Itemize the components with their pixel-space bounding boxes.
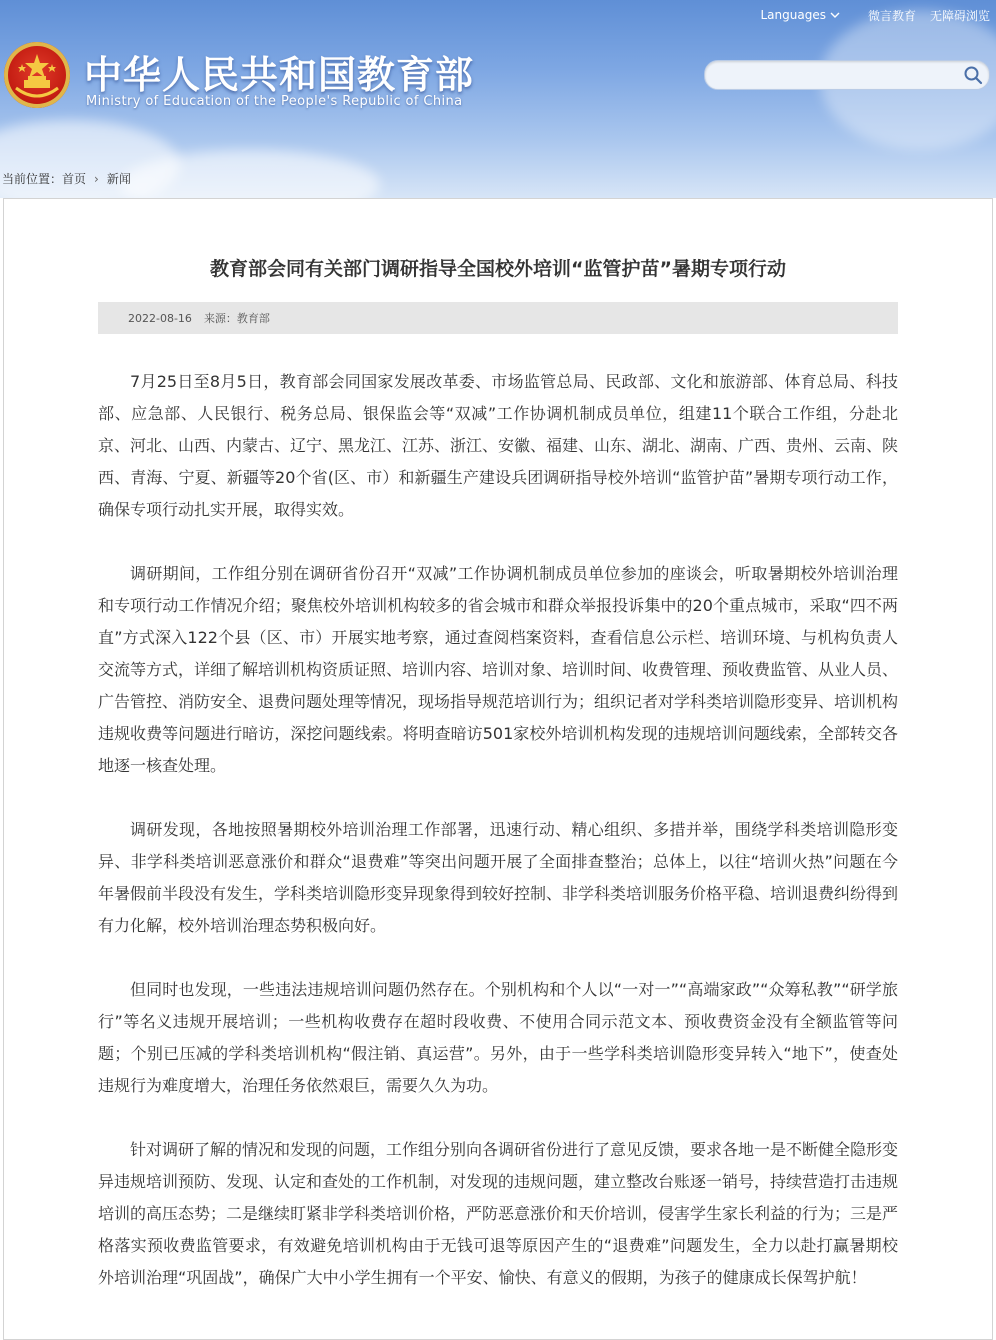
site-header <box>0 0 996 198</box>
languages-label: Languages <box>760 8 826 22</box>
site-title[interactable]: 中华人民共和国教育部 <box>84 53 475 97</box>
search-input[interactable] <box>717 65 961 87</box>
article-paragraph: 针对调研了解的情况和发现的问题，工作组分别向各调研省份进行了意见反馈，要求各地一是不断健全隐形变异违规培训预防、发现、认定和查处的工作机制，对发现的违规问题，建立整改台账逐一销号，持续营造打击违规培训的高压态势；二是继续盯紧非学科类培训价格，严防恶意涨价和天价培训，侵害学生家长利益的行为；三是严格落实预收费监管要求，有效避免培训机构由于无钱可退等原因产生的“退费难”问题发生，全力以赴打赢暑期校外培训治理“巩固战”，确保广大中小学生拥有一个平安、愉快、有意义的假期，为孩子的健康成长保驾护航！ <box>98 1140 899 1287</box>
search-icon[interactable] <box>963 65 983 85</box>
article-paragraph: 但同时也发现，一些违法违规培训问题仍然存在。个别机构和个人以“一对一”“高端家政”“众筹私教”“研学旅行”等名义违规开展培训；一些机构收费存在超时段收费、不使用合同示范文本、预收费资金没有全额监管等问题；个别已压减的学科类培训机构“假注销、真运营”。另外，由于一些学科类培训隐形变异转入“地下”，使查处违规行为难度增大，治理任务依然艰巨，需要久久为功。 <box>98 980 898 1095</box>
breadcrumb-prefix: 当前位置： <box>2 172 63 186</box>
weixin-link[interactable]: 微言教育 <box>867 8 916 23</box>
article-paragraph: 调研发现，各地按照暑期校外培训治理工作部署，迅速行动、精心组织、多措并举，围绕学科类培训隐形变异、非学科类培训恶意涨价和群众“退费难”等突出问题开展了全面排查整治；总体上，以往“培训火热”问题在今年暑假前半段没有发生，学科类培训隐形变异现象得到较好控制、非学科类培训服务价格平稳、培训退费纠纷得到有力化解，校外培训治理态势积极向好。 <box>98 820 899 935</box>
top-links <box>760 6 990 24</box>
breadcrumb <box>2 170 131 187</box>
site-subtitle: Ministry of Education of the People's Republic of China <box>86 94 463 109</box>
article-body <box>98 366 898 1326</box>
article-date: 2022-08-16 <box>128 311 192 325</box>
article-paragraph: 调研期间，工作组分别在调研省份召开“双减”工作协调机制成员单位参加的座谈会，听取暑期校外培训治理和专项行动工作情况介绍；聚焦校外培训机构较多的省会城市和群众举报投诉集中的20个重点城市，采取“四不两直”方式深入122个县（区、市）开展实地考察，通过查阅档案资料，查看信息公示栏、培训环境、与机构负责人交流等方式，详细了解培训机构资质证照、培训内容、培训对象、培训时间、收费管理、预收费监管、从业人员、广告管控、消防安全、退费问题处理等情况，现场指导规范培训行为；组织记者对学科类培训隐形变异、培训机构违规收费等问题进行暗访，深挖问题线索。将明查暗访501家校外培训机构发现的违规培训问题线索，全部转交各地逐一核查处理。 <box>98 564 899 775</box>
breadcrumb-current[interactable]: 新闻 <box>106 172 131 186</box>
article-title: 教育部会同有关部门调研指导全国校外培训“监管护苗”暑期专项行动 <box>210 258 786 280</box>
chevron-right-icon: › <box>94 171 99 186</box>
article-paragraph: 7月25日至8月5日，教育部会同国家发展改革委、市场监管总局、民政部、文化和旅游部、体育总局、科技部、应急部、人民银行、税务总局、银保监会等“双减”工作协调机制成员单位，组建11个联合工作组，分赴北京、河北、山西、内蒙古、辽宁、黑龙江、江苏、浙江、安徽、福建、山东、湖北、湖南、广西、贵州、云南、陕西、青海、宁夏、新疆等20个省(区、市）和新疆生产建设兵团调研指导校外培训“监管护苗”暑期专项行动工作，确保专项行动扎实开展，取得实效。 <box>98 372 899 519</box>
breadcrumb-home[interactable]: 首页 <box>62 172 87 186</box>
national-emblem-icon[interactable] <box>4 42 70 108</box>
article-meta <box>98 302 898 334</box>
search-box <box>704 60 990 90</box>
chevron-down-icon <box>830 11 840 19</box>
languages-dropdown[interactable] <box>760 8 839 22</box>
accessibility-link[interactable]: 无障碍浏览 <box>929 8 990 23</box>
article-source: 来源：教育部 <box>203 312 270 325</box>
